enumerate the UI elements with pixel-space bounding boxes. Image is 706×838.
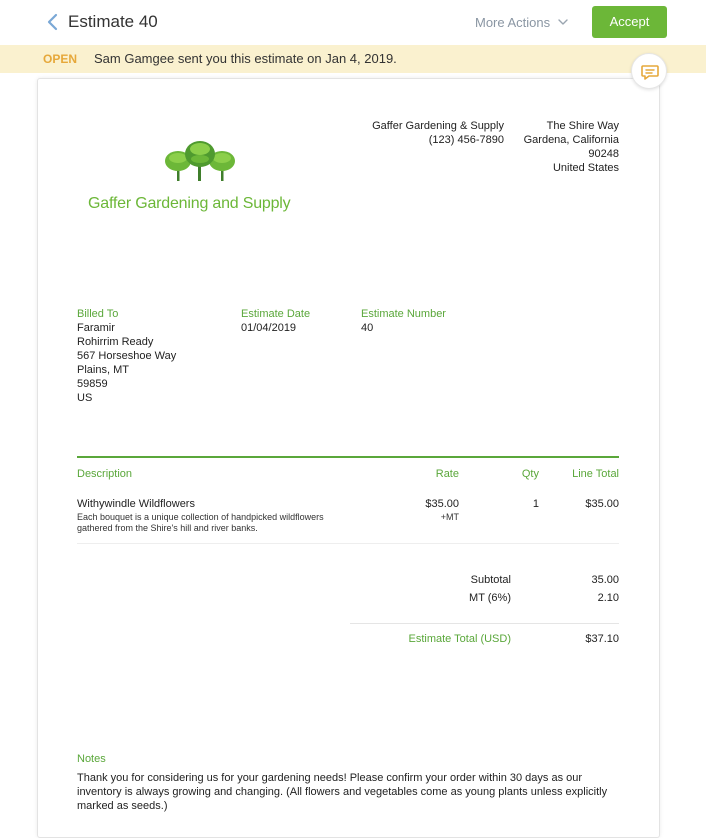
status-banner [0,45,706,73]
column-header-description: Description [77,468,133,480]
company-address-line: Gardena, California [523,134,619,146]
column-header-line-total: Line Total [572,468,619,480]
chat-icon [640,62,660,82]
item-name: Withywindle Wildflowers [77,498,195,510]
item-qty: 1 [532,498,539,510]
accept-button[interactable]: Accept [592,6,667,38]
column-header-qty: Qty [521,468,539,480]
chevron-down-icon[interactable] [557,17,569,27]
company-logo [160,139,240,189]
tax-value: 2.10 [597,592,619,604]
top-bar [0,0,706,45]
item-description: gathered from the Shire's hill and river banks. [77,523,258,533]
page-title: Estimate 40 [68,12,158,31]
tax-label: MT (6%) [469,592,511,604]
row-divider [77,543,619,544]
estimate-date-value: 01/04/2019 [241,322,297,334]
estimate-total-value: $37.10 [585,633,619,645]
estimate-number-value: 40 [361,322,374,334]
estimate-number-label: Estimate Number [361,308,446,320]
company-name: Gaffer Gardening & Supply [372,120,504,132]
billed-to-line: Faramir [77,322,115,334]
notes-text-line: marked as seeds.) [77,800,168,812]
status-badge: OPEN [43,52,78,66]
totals-divider [350,623,619,624]
billed-to-line: 59859 [77,378,108,390]
subtotal-value: 35.00 [591,574,619,586]
billed-to-line: 567 Horseshoe Way [77,350,177,362]
company-address-line: The Shire Way [546,120,619,132]
table-divider [77,456,619,458]
item-rate: $35.00 [425,498,459,510]
company-phone: (123) 456-7890 [428,134,504,146]
company-logo-text: Gaffer Gardening and Supply [88,195,291,212]
billed-to-label: Billed To [77,308,119,320]
billed-to-line: Plains, MT [77,364,129,376]
column-header-rate: Rate [435,468,459,480]
company-address-line: United States [552,162,619,174]
billed-to-line: Rohirrim Ready [77,336,154,348]
billed-to-line: US [77,392,93,404]
estimate-date-label: Estimate Date [241,308,311,320]
comments-button[interactable] [631,53,667,89]
item-line-total: $35.00 [585,498,619,510]
item-description: Each bouquet is a unique collection of handpicked wildflowers [77,512,324,522]
more-actions-button[interactable]: More Actions [475,15,551,30]
company-address-line: 90248 [588,148,619,160]
notes-text-line: inventory is always growing and changing. (All flowers and vegetables come as young plants unless explicitly [77,786,608,798]
back-chevron-icon[interactable] [46,13,60,31]
item-tax: +MT [440,512,459,522]
estimate-total-label: Estimate Total (USD) [408,633,511,645]
subtotal-label: Subtotal [470,574,511,586]
notes-text-line: Thank you for considering us for your gardening needs! Please confirm your order within 30 days as our [77,772,583,784]
notes-label: Notes [77,753,106,765]
status-message: Sam Gamgee sent you this estimate on Jan 4, 2019. [94,51,397,66]
estimate-document [37,78,660,838]
